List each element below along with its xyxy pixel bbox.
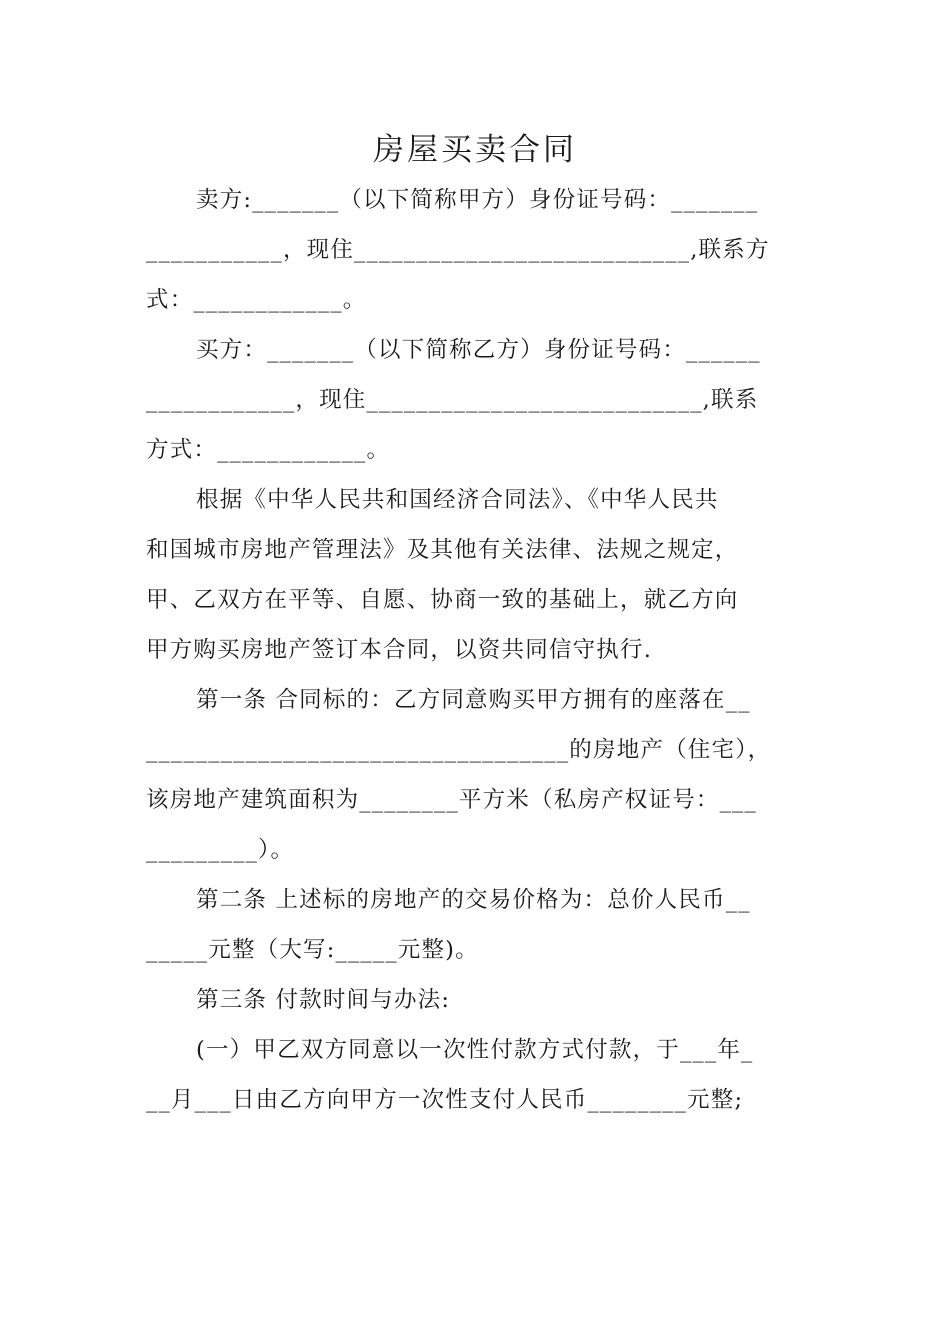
document-title: 房屋买卖合同 xyxy=(373,132,577,168)
text-line: 和国城市房地产管理法》及其他有关法律、法规之规定， xyxy=(146,537,739,563)
text-line: 卖方:_______（以下简称甲方）身份证号码：_______ xyxy=(196,187,759,213)
text-line: __________________________________的房地产（住宅）， xyxy=(146,737,772,763)
text-line: (一）甲乙双方同意以一次性付款方式付款，于___年_ xyxy=(196,1037,754,1063)
text-line: 甲方购买房地产签订本合同，以资共同信守执行. xyxy=(146,637,653,663)
text-line: 式：____________。 xyxy=(146,287,367,313)
text-line: _________）。 xyxy=(146,837,295,863)
text-line: 该房地产建筑面积为________平方米（私房产权证号：___ xyxy=(146,787,757,813)
text-line: __月___日由乙方向甲方一次性支付人民币________元整; xyxy=(146,1087,744,1113)
text-line: 第二条 上述标的房地产的交易价格为：总价人民币__ xyxy=(196,887,751,913)
text-line: 第一条 合同标的：乙方同意购买甲方拥有的座落在__ xyxy=(196,687,751,713)
text-line: ___________，现住___________________________,联系方 xyxy=(146,237,770,263)
text-line: 方式：____________。 xyxy=(146,437,391,463)
text-line: 根据《中华人民共和国经济合同法》、《中华人民共 xyxy=(196,487,719,513)
text-line: _____元整（大写:_____元整)。 xyxy=(146,937,479,963)
text-line: ____________，现住___________________________,联系 xyxy=(146,387,759,413)
text-line: 甲、乙双方在平等、自愿、协商一致的基础上，就乙方向 xyxy=(146,587,739,613)
text-line: 买方：_______（以下简称乙方）身份证号码：______ xyxy=(196,337,761,363)
text-line: 第三条 付款时间与办法: xyxy=(196,987,451,1013)
